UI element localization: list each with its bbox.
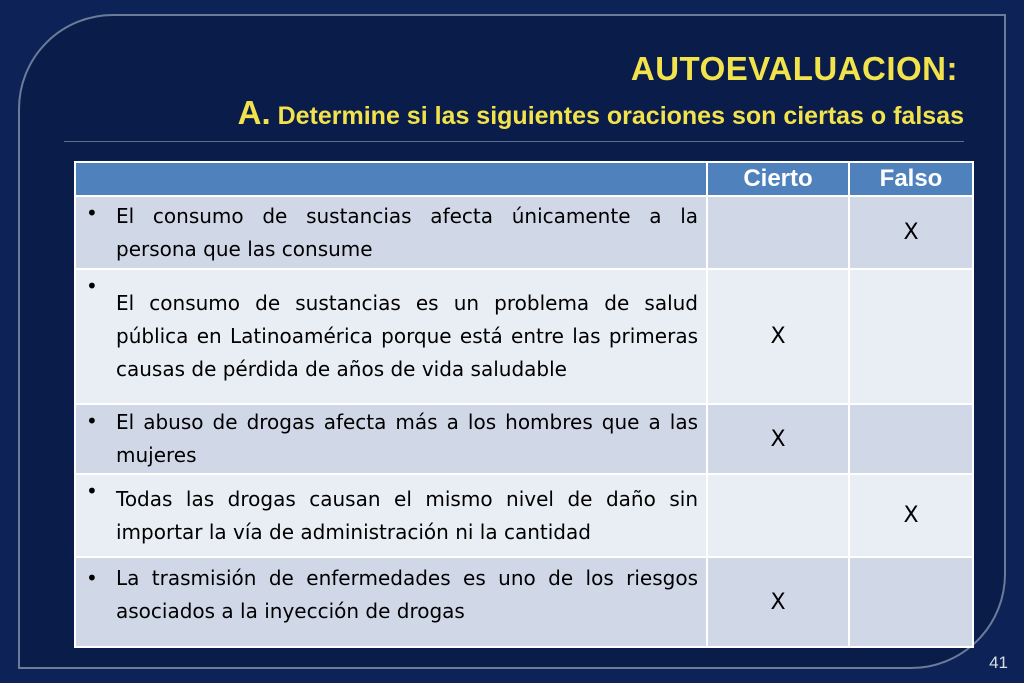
table-row bbox=[75, 474, 973, 557]
cierto-cell bbox=[707, 474, 849, 557]
falso-cell: X bbox=[849, 474, 973, 557]
statement-cell bbox=[75, 404, 707, 474]
table-row bbox=[75, 404, 973, 474]
page-number: 41 bbox=[989, 653, 1008, 672]
table-header-row bbox=[75, 162, 973, 196]
cierto-cell bbox=[707, 196, 849, 269]
slide-subtitle bbox=[238, 94, 964, 132]
bullet-icon: • bbox=[86, 201, 98, 225]
subtitle-text: Determine si las siguientes oraciones son ciertas o falsas bbox=[277, 102, 964, 130]
statement-cell bbox=[75, 474, 707, 557]
statement-text: El consumo de sustancias afecta únicamente a la persona que las consume bbox=[116, 203, 698, 261]
table-row bbox=[75, 196, 973, 269]
header-falso: Falso bbox=[849, 162, 973, 196]
falso-cell bbox=[849, 557, 973, 647]
falso-cell bbox=[849, 269, 973, 404]
statement-text: El consumo de sustancias es un problema de salud pública en Latinoamérica porque está entre las primeras causas de pérdida de años de vida saludable bbox=[116, 291, 698, 381]
bullet-icon: • bbox=[86, 274, 98, 298]
statement-cell bbox=[75, 269, 707, 404]
bullet-icon: • bbox=[86, 566, 98, 590]
slide-title: AUTOEVALUACION: bbox=[630, 50, 958, 87]
cierto-cell: X bbox=[707, 557, 849, 647]
statement-cell bbox=[75, 557, 707, 647]
statement-text: Todas las drogas causan el mismo nivel de daño sin importar la vía de administración ni la cantidad bbox=[116, 486, 698, 544]
table-row bbox=[75, 557, 973, 647]
subtitle-lead: A. bbox=[237, 94, 271, 131]
bullet-icon: • bbox=[86, 409, 98, 433]
header-statement bbox=[75, 162, 707, 196]
statement-cell bbox=[75, 196, 707, 269]
cierto-cell: X bbox=[707, 269, 849, 404]
header-cierto: Cierto bbox=[707, 162, 849, 196]
falso-cell: X bbox=[849, 196, 973, 269]
true-false-table bbox=[74, 161, 974, 648]
bullet-icon: • bbox=[86, 479, 98, 503]
title-divider bbox=[64, 141, 964, 142]
cierto-cell: X bbox=[707, 404, 849, 474]
table-row bbox=[75, 269, 973, 404]
statement-text: El abuso de drogas afecta más a los hombres que a las mujeres bbox=[116, 410, 698, 467]
statement-text: La trasmisión de enfermedades es uno de los riesgos asociados a la inyección de drogas bbox=[116, 566, 698, 623]
falso-cell bbox=[849, 404, 973, 474]
